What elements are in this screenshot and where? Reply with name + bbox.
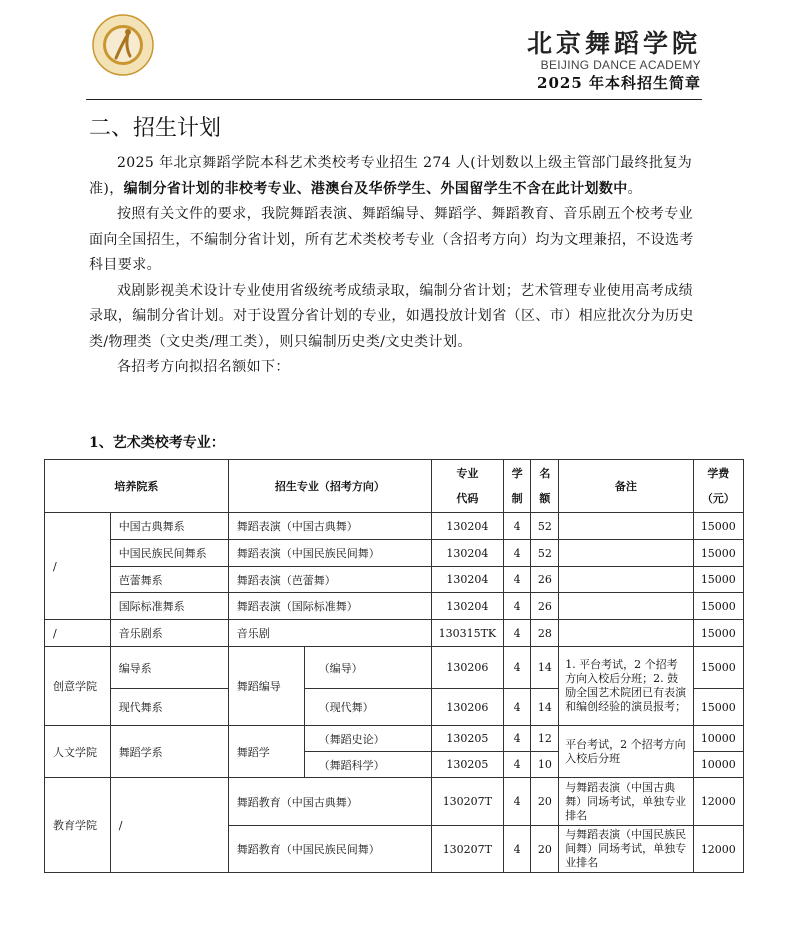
fee-cell: 12000	[693, 778, 743, 826]
quota-cell: 52	[531, 540, 559, 567]
paragraph-3: 戏剧影视美术设计专业使用省级统考成绩录取，编制分省计划；艺术管理专业使用高考成绩录取，编制分省计划。对于设置分省计划的专业，如遇投放计划省（区、市）相应批次分为历史类/物理类（文史类/理工类），则只编制历史类/文史类计划。	[89, 282, 694, 350]
header-years: 学 制	[503, 460, 531, 513]
dept-cell: 现代舞系	[110, 689, 228, 726]
remark-cell	[559, 593, 693, 620]
remark-cell	[559, 620, 693, 647]
quota-cell: 20	[531, 826, 559, 873]
quota-cell: 12	[531, 726, 559, 752]
remark-cell: 1. 平台考试，2 个招考方向入校后分班；2. 鼓励全国艺术院团已有表演和编创经验的演员报考；	[559, 647, 693, 726]
table-row	[45, 778, 744, 826]
fee-cell: 15000	[693, 567, 743, 593]
paragraph-1-emphasis: 编制分省计划的非校考专业、港澳台及华侨学生、外国留学生不含在此计划数中	[123, 180, 628, 197]
header-code: 专业 代码	[431, 460, 503, 513]
years-cell: 4	[503, 826, 531, 873]
table-row	[45, 647, 744, 689]
code-cell: 130204	[431, 567, 503, 593]
remark-cell	[559, 567, 693, 593]
brand-chinese-name: 北京舞蹈学院	[526, 29, 701, 58]
remark-cell: 平台考试，2 个招考方向入校后分班	[559, 726, 693, 778]
fee-cell: 15000	[693, 593, 743, 620]
direction-cell: （编导）	[304, 647, 431, 689]
quota-cell: 28	[531, 620, 559, 647]
major-cell: 舞蹈表演（中国民族民间舞）	[228, 540, 431, 567]
code-cell: 130207T	[431, 778, 503, 826]
years-cell: 4	[503, 689, 531, 726]
paragraph-2: 按照有关文件的要求，我院舞蹈表演、舞蹈编导、舞蹈学、舞蹈教育、音乐剧五个校考专业面向全国招生，不编制分省计划，所有艺术类校考专业（含招考方向）均为文理兼招，不设选考科目要求。	[89, 206, 694, 273]
code-cell: 130204	[431, 513, 503, 540]
brochure-subtitle: 2025 年本科招生简章	[537, 74, 701, 92]
direction-cell: （现代舞）	[304, 689, 431, 726]
brand-english-name: BEIJING DANCE ACADEMY	[540, 58, 701, 72]
header-quota: 名 额	[531, 460, 559, 513]
dept-cell: 中国民族民间舞系	[110, 540, 228, 567]
code-cell: 130204	[431, 593, 503, 620]
quota-cell: 20	[531, 778, 559, 826]
years-cell: 4	[503, 513, 531, 540]
college-cell: 创意学院	[45, 647, 111, 726]
paragraph-4: 各招考方向拟招名额如下：	[117, 359, 290, 375]
years-cell: 4	[503, 540, 531, 567]
direction-cell: （舞蹈科学）	[304, 752, 431, 778]
remark-cell	[559, 540, 693, 567]
fee-cell: 12000	[693, 826, 743, 873]
quota-cell: 26	[531, 567, 559, 593]
table-row	[45, 513, 744, 540]
table-row	[45, 593, 744, 620]
table-row	[45, 620, 744, 647]
header-fee: 学费 （元）	[693, 460, 743, 513]
dept-cell: 中国古典舞系	[110, 513, 228, 540]
college-cell: /	[45, 620, 111, 647]
header-college: 培养院系	[45, 460, 229, 513]
dept-cell: 国际标准舞系	[110, 593, 228, 620]
major-cell: 舞蹈教育（中国古典舞）	[228, 778, 431, 826]
major-cell: 舞蹈学	[228, 726, 304, 778]
college-cell: 教育学院	[45, 778, 111, 873]
college-cell: 人文学院	[45, 726, 111, 778]
years-cell: 4	[503, 567, 531, 593]
dept-cell: 舞蹈学系	[110, 726, 228, 778]
dept-cell: 编导系	[110, 647, 228, 689]
remark-cell	[559, 513, 693, 540]
remark-cell: 与舞蹈表演（中国古典舞）同场考试，单独专业排名	[559, 778, 693, 826]
subsection-title: 1、艺术类校考专业：	[89, 435, 225, 451]
fee-cell: 15000	[693, 647, 743, 689]
fee-cell: 10000	[693, 752, 743, 778]
fee-cell: 15000	[693, 540, 743, 567]
direction-cell: （舞蹈史论）	[304, 726, 431, 752]
major-cell: 舞蹈表演（中国古典舞）	[228, 513, 431, 540]
brand-block	[527, 30, 701, 94]
years-cell: 4	[503, 647, 531, 689]
table-row	[45, 726, 744, 752]
fee-cell: 10000	[693, 726, 743, 752]
table-row	[45, 567, 744, 593]
quota-cell: 26	[531, 593, 559, 620]
intro-text	[89, 151, 700, 381]
code-cell: 130206	[431, 689, 503, 726]
table-header-row	[45, 460, 744, 513]
enrollment-plan-table	[44, 459, 744, 873]
fee-cell: 15000	[693, 689, 743, 726]
code-cell: 130205	[431, 752, 503, 778]
major-cell: 舞蹈教育（中国民族民间舞）	[228, 826, 431, 873]
years-cell: 4	[503, 752, 531, 778]
major-cell: 舞蹈表演（国际标准舞）	[228, 593, 431, 620]
quota-cell: 14	[531, 689, 559, 726]
code-cell: 130315TK	[431, 620, 503, 647]
code-cell: 130204	[431, 540, 503, 567]
remark-cell: 与舞蹈表演（中国民族民间舞）同场考试，单独专业排名	[559, 826, 693, 873]
code-cell: 130205	[431, 726, 503, 752]
section-title: 二、招生计划	[89, 116, 222, 141]
fee-cell: 15000	[693, 620, 743, 647]
years-cell: 4	[503, 726, 531, 752]
years-cell: 4	[503, 778, 531, 826]
code-cell: 130206	[431, 647, 503, 689]
major-cell: 舞蹈编导	[228, 647, 304, 726]
fee-cell: 15000	[693, 513, 743, 540]
dept-cell: /	[110, 778, 228, 873]
table-row	[45, 540, 744, 567]
quota-cell: 52	[531, 513, 559, 540]
code-cell: 130207T	[431, 826, 503, 873]
dept-cell: 音乐剧系	[110, 620, 228, 647]
quota-cell: 10	[531, 752, 559, 778]
dept-cell: 芭蕾舞系	[110, 567, 228, 593]
years-cell: 4	[503, 593, 531, 620]
academy-logo	[92, 14, 154, 76]
header-divider	[86, 99, 702, 100]
major-cell: 音乐剧	[228, 620, 431, 647]
quota-cell: 14	[531, 647, 559, 689]
header-major: 招生专业（招考方向）	[228, 460, 431, 513]
paragraph-1: 2025 年北京舞蹈学院本科艺术类校考专业招生 274 人(计划数以上级主管部门最终批复为准)，编制分省计划的非校考专业、港澳台及华侨学生、外国留学生不含在此计划数中。	[89, 155, 693, 197]
major-cell: 舞蹈表演（芭蕾舞）	[228, 567, 431, 593]
years-cell: 4	[503, 620, 531, 647]
header-remark: 备注	[559, 460, 693, 513]
college-cell: /	[45, 513, 111, 620]
